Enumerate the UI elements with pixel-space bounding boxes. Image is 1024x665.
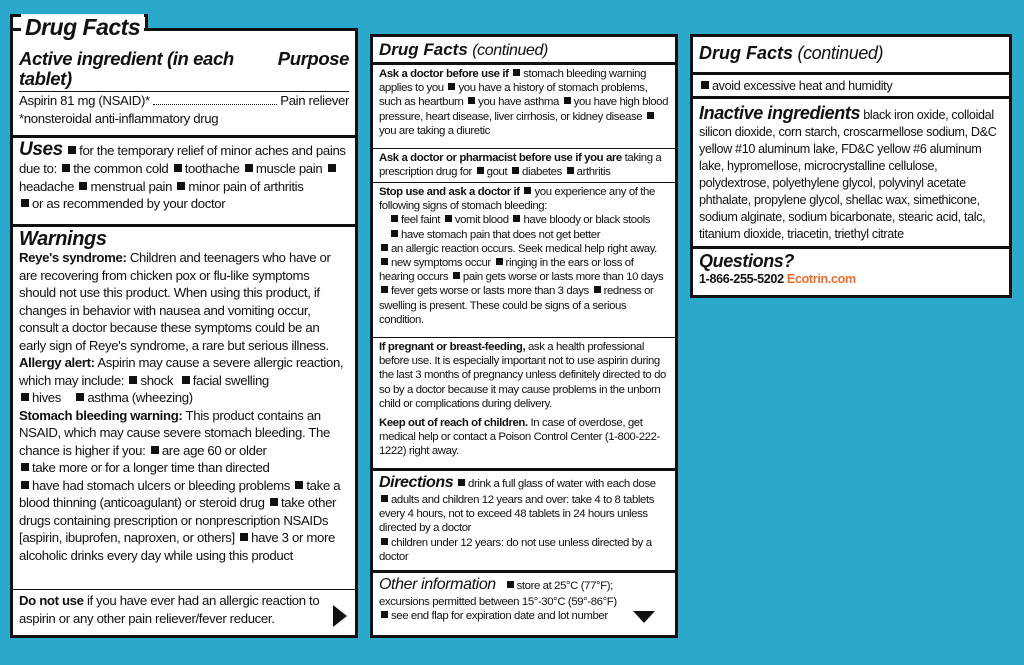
bullet-square-icon — [76, 393, 84, 401]
continue-arrow-right-icon — [333, 605, 347, 627]
bullet-square-icon — [468, 97, 475, 104]
askpharm-item: gout — [486, 166, 508, 179]
bullet-square-icon — [182, 376, 190, 384]
inactive-ingredients-section — [693, 99, 1009, 249]
allergy-label: Allergy alert: — [19, 355, 95, 370]
stomach-item: take a blood thinning (anticoagulant) or steroid drug — [19, 477, 341, 510]
active-ingredient: Aspirin 81 mg (NSAID)* — [19, 93, 150, 108]
ask-item: you are taking a diuretic — [379, 124, 490, 137]
avoid-text: avoid excessive heat and humidity — [712, 79, 893, 93]
stop-item: fever gets worse or lasts more than 3 days — [391, 285, 589, 298]
bullet-square-icon — [21, 393, 29, 401]
uses-item: headache — [19, 178, 75, 194]
stop-item: redness or swelling is present. These could be signs of a serious condition. — [379, 285, 654, 326]
askpharm-item: arthritis — [576, 166, 611, 179]
bullet-square-icon — [524, 187, 531, 194]
bullet-square-icon — [381, 286, 388, 293]
bullet-square-icon — [21, 199, 29, 207]
website-link[interactable]: Ecotrin.com — [786, 272, 856, 286]
bullet-square-icon — [507, 581, 514, 588]
dot-leader — [153, 104, 277, 105]
stomach-item: take more or for a longer time than directed — [32, 460, 270, 475]
stop-item: ringing in the ears or loss of hearing occurs — [379, 257, 634, 284]
askpharm-label: Ask a doctor or pharmacist before use if you are — [379, 152, 622, 164]
footnote: *nonsteroidal anti-inflammatory drug — [19, 110, 219, 126]
panel1-title-wrap — [21, 14, 144, 40]
keep-text: In case of overdose, get medical help or contact a Poison Control Center (1-800-222-1222) right away. — [379, 417, 660, 458]
stomach-text: This product contains an NSAID, which may cause severe stomach bleeding. The chance is higher if you: — [19, 407, 331, 458]
allergy-alert — [19, 354, 349, 407]
askpharm-item: diabetes — [522, 166, 562, 179]
active-ingredient-section — [13, 31, 355, 138]
askpharm-text: taking a prescription drug for — [379, 152, 662, 179]
questions-heading: Questions? — [699, 251, 795, 271]
pregnancy-section — [373, 338, 675, 414]
do-not-use-label: Do not use — [19, 593, 84, 608]
stop-item: new symptoms occur — [391, 257, 491, 270]
uses-intro: for the temporary relief of minor aches and pains due to: — [19, 143, 346, 176]
panel2-title: Drug Facts — [379, 40, 468, 59]
ask-doctor-section — [373, 65, 675, 149]
directions-section — [373, 471, 675, 573]
do-not-use-section — [13, 590, 355, 629]
bullet-square-icon — [647, 112, 654, 119]
keep-label: Keep out of reach of children. — [379, 417, 528, 429]
uses-item: or as recommended by your doctor — [32, 196, 226, 211]
ask-item: you have high blood pressure, heart disease, liver cirrhosis, or kidney disease — [379, 96, 669, 123]
bullet-square-icon — [381, 611, 388, 618]
drug-facts-panel-3 — [690, 34, 1012, 298]
stomach-item: take other drugs containing prescription or nonprescription NSAIDs [aspirin, ibuprofen, naproxen, or others] — [19, 495, 337, 545]
bullet-square-icon — [328, 164, 336, 172]
stomach-item: are age 60 or older — [161, 442, 267, 458]
bullet-square-icon — [129, 376, 137, 384]
directions-heading: Directions — [379, 474, 454, 491]
stop-intro: you experience any of the following signs of stomach bleeding: — [379, 186, 655, 213]
do-not-use-text: if you have ever had an allergic reaction to aspirin or any other pain reliever/fever reducer. — [19, 593, 320, 626]
panel3-title: Drug Facts — [699, 43, 794, 63]
panel2-header — [373, 37, 675, 65]
panel3-title-suffix: (continued) — [797, 43, 884, 63]
preg-label: If pregnant or breast-feeding, — [379, 341, 526, 353]
reye-label: Reye's syndrome: — [19, 250, 127, 265]
stop-sign: feel faint — [401, 214, 441, 227]
other-information-section — [373, 573, 675, 625]
directions-item: drink a full glass of water with each dose — [468, 478, 656, 490]
bullet-square-icon — [701, 81, 709, 89]
bullet-square-icon — [240, 533, 248, 541]
ask-label: Ask a doctor before use if — [379, 68, 509, 80]
directions-item: children under 12 years: do not use unless directed by a doctor — [379, 536, 652, 563]
bullet-square-icon — [381, 495, 388, 502]
bullet-square-icon — [512, 167, 519, 174]
bullet-square-icon — [62, 164, 70, 172]
bullet-square-icon — [174, 164, 182, 172]
bullet-square-icon — [151, 446, 159, 454]
bullet-square-icon — [68, 146, 76, 154]
allergy-item: facial swelling — [192, 372, 269, 388]
warnings-section — [13, 227, 355, 590]
bullet-square-icon — [453, 272, 460, 279]
panel1-title: Drug Facts — [25, 14, 141, 40]
ask-item: you have asthma — [478, 96, 559, 109]
allergy-item: asthma (wheezing) — [87, 390, 193, 405]
uses-heading: Uses — [19, 139, 63, 160]
warnings-heading: Warnings — [19, 228, 107, 250]
keep-out-section — [373, 414, 675, 471]
stop-item: pain gets worse or lasts more than 10 days — [462, 271, 664, 284]
bullet-square-icon — [567, 167, 574, 174]
phone-number[interactable]: 1-866-255-5202 — [699, 272, 784, 286]
uses-item: minor pain of arthritis — [188, 178, 304, 194]
purpose: Pain reliever — [280, 93, 349, 108]
bullet-square-icon — [513, 69, 520, 76]
uses-item: muscle pain — [255, 161, 323, 176]
other-item: see end flap for expiration date and lot number — [391, 610, 608, 623]
bullet-square-icon — [79, 182, 87, 190]
allergy-item: hives — [32, 390, 62, 405]
drug-facts-panel-1 — [10, 14, 358, 638]
bullet-square-icon — [448, 83, 455, 90]
stomach-item: have 3 or more alcoholic drinks every day while using this product — [19, 530, 335, 563]
active-ingredient-heading: Active ingredient (in each tablet) — [19, 48, 234, 89]
bullet-square-icon — [594, 286, 601, 293]
stop-item: an allergic reaction occurs. Seek medical help right away. — [391, 242, 657, 255]
inactive-text: black iron oxide, colloidal silicon dioxide, corn starch, croscarmellose sodium, D&C yellow #10 aluminum lake, FD&C yellow #6 aluminum lake, hypromellose, microcrystalline cellulose, polydextrose, polyethylene glycol, polyvinyl acetate phthalate, propylene glycol, shellac wax, simethicone, sodium alginate, sodium bicarbonate, stearic acid, talc, titanium dioxide, triacetin, triethyl citrate — [699, 108, 997, 241]
reye-text: Children and teenagers who have or are recovering from chicken pox or flu-like symptoms should not use this product. When using this product, if changes in behavior with nausea and vomiting occur, consult a doctor because these symptoms could be an early sign of Reye's syndrome, a rare but serious illness. — [19, 250, 331, 353]
drug-facts-panel-2 — [370, 34, 678, 638]
other-item: store at 25°C (77°F); excursions permitted between 15°-30°C (59°-86°F) — [379, 580, 617, 608]
bullet-square-icon — [295, 481, 303, 489]
bullet-square-icon — [445, 215, 452, 222]
bullet-square-icon — [564, 97, 571, 104]
questions-section — [693, 249, 1009, 290]
stop-sign: vomit blood — [454, 214, 509, 227]
inactive-heading: Inactive ingredients — [699, 103, 861, 123]
ask-item: stomach bleeding warning applies to you — [379, 68, 647, 95]
preg-text: ask a health professional before use. It is especially important not to use aspirin during the last 3 months of pregnancy unless definitely directed to do so by a doctor because it may cause problems in the unborn child or complications during delivery. — [379, 341, 666, 410]
stomach-item: have had stomach ulcers or bleeding problems — [32, 477, 291, 493]
stop-sign: have bloody or black stools — [523, 214, 651, 227]
panel2-title-suffix: (continued) — [472, 42, 548, 59]
reye-warning — [19, 249, 349, 354]
directions-item: adults and children 12 years and over: take 4 to 8 tablets every 4 hours, not to exceed 48 tablets in 24 hours unless directed by a doctor — [379, 494, 655, 535]
ask-item: you have a history of stomach problems, such as heartburn — [379, 82, 648, 109]
bullet-square-icon — [381, 258, 388, 265]
stop-label: Stop use and ask a doctor if — [379, 186, 520, 198]
continue-arrow-down-icon — [633, 611, 655, 623]
bullet-square-icon — [21, 481, 29, 489]
allergy-text: Aspirin may cause a severe allergic reaction, which may include: — [19, 355, 344, 388]
uses-item: menstrual pain — [90, 178, 173, 194]
uses-section — [13, 138, 355, 227]
avoid-heat-section — [693, 75, 1009, 99]
bullet-square-icon — [21, 463, 29, 471]
bullet-square-icon — [381, 538, 388, 545]
other-heading: Other information — [379, 576, 496, 593]
bullet-square-icon — [496, 258, 503, 265]
bullet-square-icon — [391, 215, 398, 222]
bullet-square-icon — [245, 164, 253, 172]
stomach-warning — [19, 407, 349, 565]
stomach-label: Stomach bleeding warning: — [19, 407, 183, 423]
bullet-square-icon — [513, 215, 520, 222]
bullet-square-icon — [391, 230, 398, 237]
bullet-square-icon — [270, 498, 278, 506]
bullet-square-icon — [381, 244, 388, 251]
uses-item: toothache — [184, 161, 240, 176]
uses-item: the common cold — [73, 161, 169, 176]
allergy-item: shock — [140, 372, 174, 388]
ask-pharmacist-section — [373, 149, 675, 183]
bullet-square-icon — [477, 167, 484, 174]
stop-use-section — [373, 183, 675, 338]
bullet-square-icon — [177, 182, 185, 190]
purpose-heading: Purpose — [277, 48, 349, 69]
stop-sign: have stomach pain that does not get better — [401, 228, 601, 241]
bullet-square-icon — [458, 479, 465, 486]
panel3-header — [693, 37, 1009, 75]
